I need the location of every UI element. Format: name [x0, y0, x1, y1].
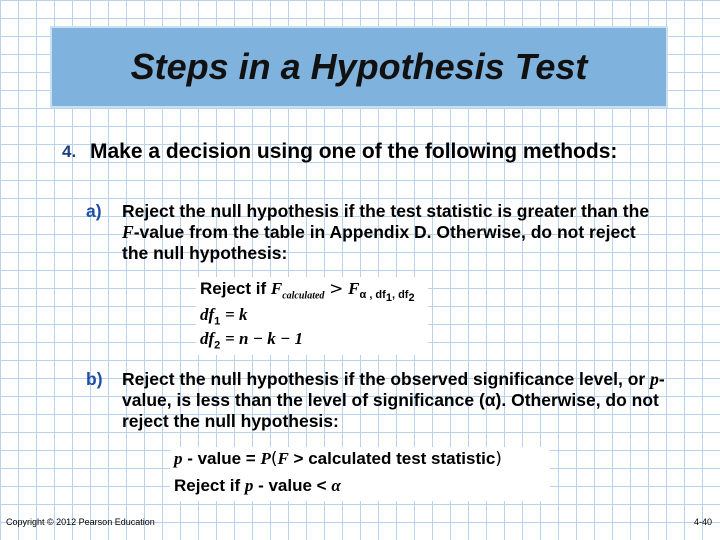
open-paren: (: [270, 449, 278, 469]
option-b-label: b): [86, 369, 103, 389]
f-var-b: F: [277, 449, 289, 468]
option-a-text-after: -value from the table in Appendix D. Otherwise, do not reject the null hypothesis:: [122, 222, 636, 263]
df2-name: df: [200, 329, 215, 348]
df2-rhs: = n − k − 1: [225, 329, 304, 348]
option-b-text-before: Reject the null hypothesis if the observed significance level, or: [122, 369, 651, 389]
crit-sub-alpha: α , df: [359, 289, 386, 302]
title-banner: [50, 26, 668, 108]
calc-subscript: calculated: [282, 290, 325, 302]
option-a-var: F: [122, 222, 134, 242]
formula-a-line3: [200, 329, 303, 351]
step-4: [62, 140, 622, 164]
df1-sub: 1: [214, 315, 221, 328]
option-a-text: [86, 201, 666, 264]
p-var-2: p: [244, 476, 254, 495]
f-calc-var: F: [270, 279, 283, 298]
option-b-text-after: -value, is less than the level of significance (α). Otherwise, do not reject the null hypothesis:: [122, 369, 665, 431]
pvalue-lt: - value <: [253, 476, 332, 495]
p-var-1: p: [174, 449, 183, 468]
df1-name: df: [200, 305, 215, 324]
reject-if-b: Reject if: [174, 476, 245, 495]
formula-a-line2: [200, 305, 247, 327]
formula-a: [196, 277, 428, 355]
step-number: 4.: [62, 142, 77, 161]
page-number: 4-40: [693, 517, 712, 527]
option-a-text-before: Reject the null hypothesis if the test statistic is greater than the: [122, 201, 650, 221]
alpha-symbol: α: [331, 476, 341, 495]
option-b-text: [86, 369, 666, 432]
option-b: [86, 369, 666, 432]
pvalue-eq: - value =: [182, 449, 261, 468]
option-a: [86, 201, 666, 264]
df2-sub: 2: [214, 339, 221, 352]
gt-sign: >: [329, 279, 344, 299]
option-b-var: p: [650, 369, 659, 389]
formula-a-line1: [200, 279, 415, 305]
step-text: Make a decision using one of the following methods:: [90, 140, 618, 163]
df1-rhs: = k: [225, 305, 248, 324]
formula-b-line1: [174, 449, 502, 469]
prob-P: P: [260, 449, 271, 468]
copyright-footer: Copyright © 2012 Pearson Education: [6, 517, 155, 527]
slide-title: Steps in a Hypothesis Test: [130, 46, 588, 87]
reject-if-label: Reject if: [200, 279, 267, 298]
option-a-label: a): [86, 201, 102, 221]
f-crit-var: F: [348, 279, 360, 298]
calc-test-stat: > calculated test statistic: [288, 449, 496, 468]
crit-sub-2: 2: [408, 292, 415, 305]
crit-sub-1: 1: [385, 292, 392, 305]
close-paren: ): [495, 449, 502, 469]
formula-b-line2: [174, 476, 341, 496]
crit-sub-sep: , df: [391, 289, 409, 302]
formula-b: [170, 447, 550, 501]
